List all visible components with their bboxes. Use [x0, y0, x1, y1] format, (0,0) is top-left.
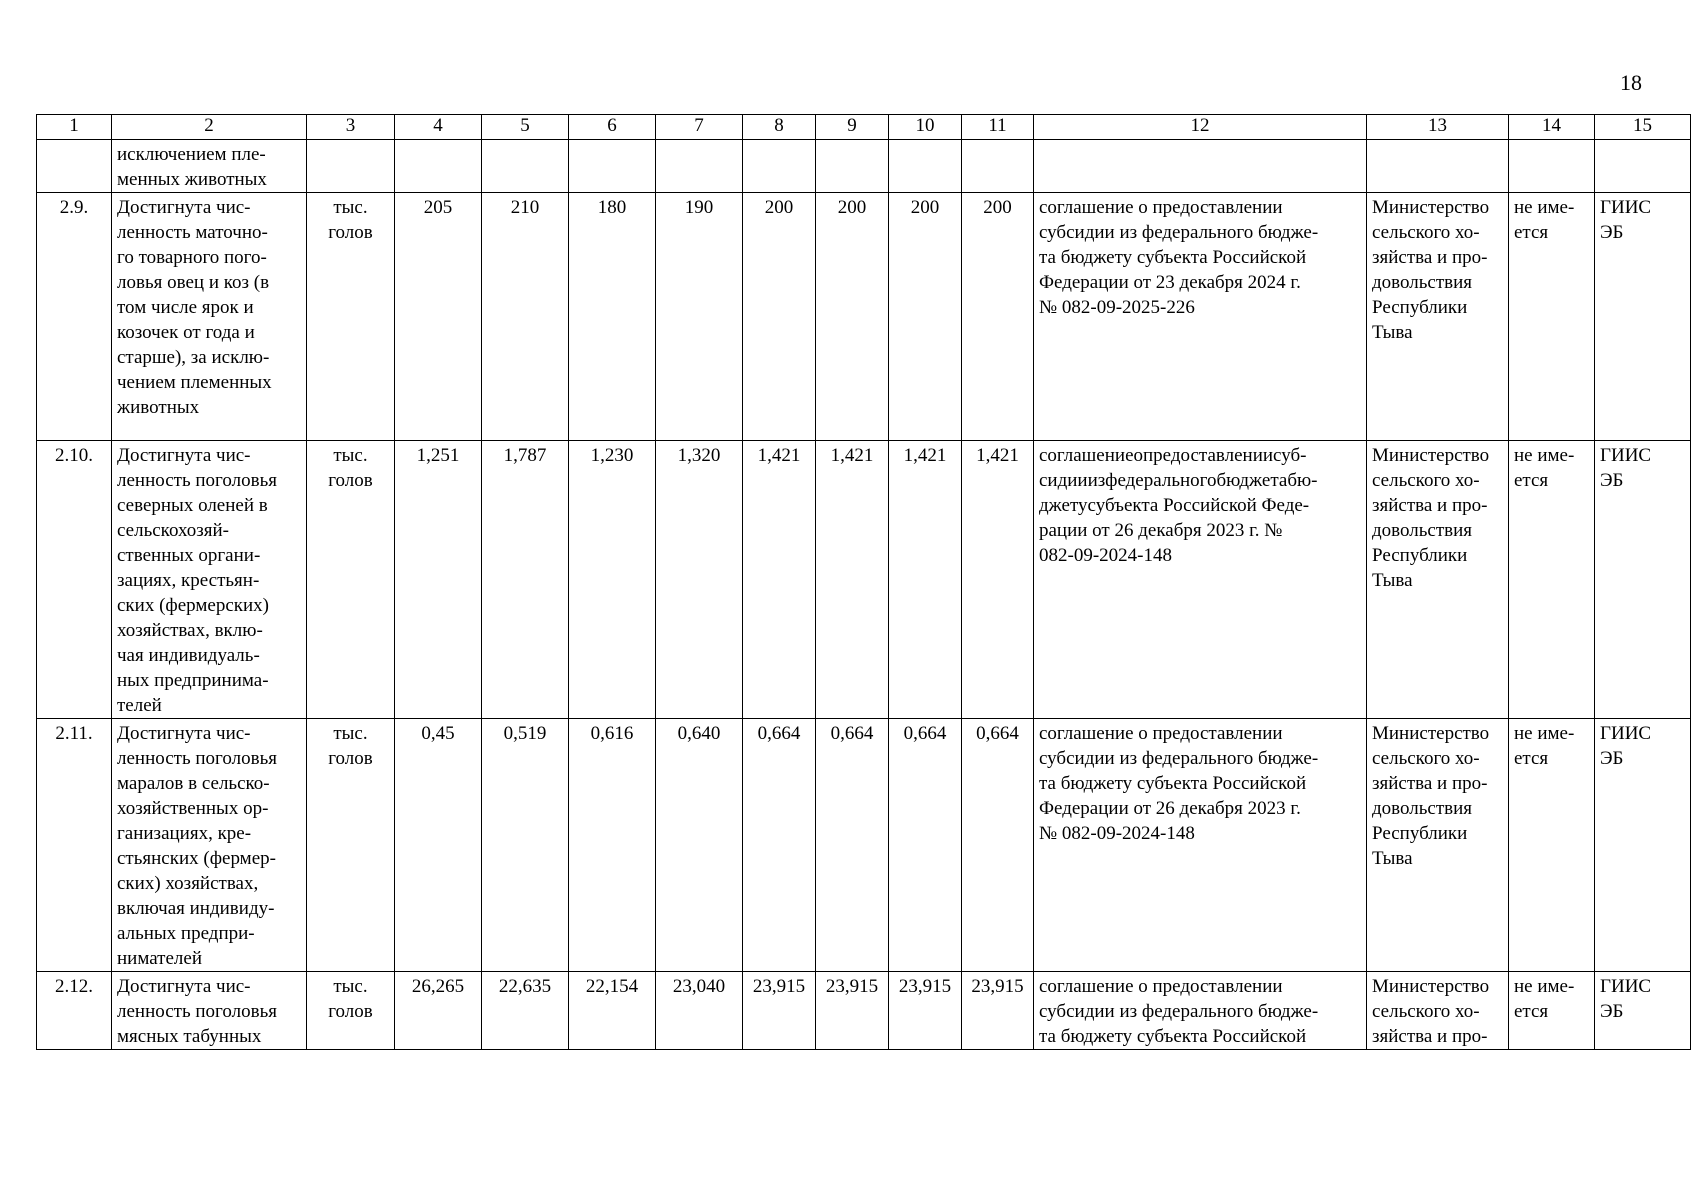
column-15-cell: ГИИС ЭБ	[1595, 193, 1691, 441]
column-header: 8	[743, 115, 816, 140]
indicator-name: Достигнута чис- ленность поголовья мясных табунных	[112, 972, 307, 1050]
value-cell: 200	[962, 193, 1034, 441]
responsible-body: Министерство сельского хо- зяйства и про- довольствия Республики Тыва	[1367, 441, 1509, 719]
row-number: 2.10.	[37, 441, 112, 719]
source-document: соглашение о предоставлении субсидии из федерального бюдже- та бюджету субъекта Российской	[1034, 972, 1367, 1050]
page-number: 18	[1620, 70, 1642, 95]
value-cell: 1,251	[395, 441, 482, 719]
column-14-cell: не име- ется	[1509, 719, 1595, 972]
unit: тыс. голов	[307, 441, 395, 719]
table-row	[37, 193, 1691, 441]
value-cell: 0,640	[656, 719, 743, 972]
value-cell: 22,635	[482, 972, 569, 1050]
table-row	[37, 719, 1691, 972]
column-header: 13	[1367, 115, 1509, 140]
value-cell: 22,154	[569, 972, 656, 1050]
unit: тыс. голов	[307, 972, 395, 1050]
column-header: 14	[1509, 115, 1595, 140]
value-cell: 23,915	[743, 972, 816, 1050]
indicator-name: Достигнута чис- ленность поголовья маралов в сельско- хозяйственных ор- ганизациях, кре- стьянских (фермер- ских) хозяйствах, включая индивиду- альных предпри- нимателей	[112, 719, 307, 972]
value-cell: 1,787	[482, 441, 569, 719]
column-header: 5	[482, 115, 569, 140]
column-14-cell: не име- ется	[1509, 441, 1595, 719]
responsible-body: Министерство сельского хо- зяйства и про- довольствия Республики Тыва	[1367, 719, 1509, 972]
indicator-name: Достигнута чис- ленность поголовья северных оленей в сельскохозяй- ственных органи- зациях, крестьян- ских (фермерских) хозяйствах, вклю- чая индивидуаль- ных предпринима- телей	[112, 441, 307, 719]
value-cell	[482, 140, 569, 193]
column-14-cell	[1509, 140, 1595, 193]
column-15-cell: ГИИС ЭБ	[1595, 719, 1691, 972]
value-cell: 1,421	[743, 441, 816, 719]
value-cell: 1,421	[962, 441, 1034, 719]
column-header: 7	[656, 115, 743, 140]
value-cell: 0,45	[395, 719, 482, 972]
column-header: 11	[962, 115, 1034, 140]
indicator-table	[36, 114, 1691, 1050]
column-15-cell: ГИИС ЭБ	[1595, 972, 1691, 1050]
table-row	[37, 972, 1691, 1050]
row-number: 2.11.	[37, 719, 112, 972]
value-cell: 26,265	[395, 972, 482, 1050]
value-cell: 0,664	[743, 719, 816, 972]
source-document: соглашение о предоставлении субсидии из федерального бюдже- та бюджету субъекта Российской Федерации от 23 декабря 2024 г. № 082-09-2025-226	[1034, 193, 1367, 441]
unit: тыс. голов	[307, 193, 395, 441]
column-15-cell: ГИИС ЭБ	[1595, 441, 1691, 719]
value-cell: 0,616	[569, 719, 656, 972]
indicator-name: Достигнута чис- ленность маточно- го товарного пого- ловья овец и коз (в том числе ярок и козочек от года и старше), за исклю- чением племенных животных	[112, 193, 307, 441]
value-cell: 0,664	[889, 719, 962, 972]
value-cell: 180	[569, 193, 656, 441]
value-cell: 0,664	[962, 719, 1034, 972]
value-cell	[889, 140, 962, 193]
column-header: 12	[1034, 115, 1367, 140]
value-cell: 205	[395, 193, 482, 441]
source-document: соглашениеопредоставлениисуб- сидииизфедеральногобюджетабю- джетусубъекта Российской Феде- рации от 26 декабря 2023 г. № 082-09-2024-148	[1034, 441, 1367, 719]
responsible-body: Министерство сельского хо- зяйства и про- довольствия Республики Тыва	[1367, 193, 1509, 441]
value-cell	[816, 140, 889, 193]
unit	[307, 140, 395, 193]
column-header: 1	[37, 115, 112, 140]
column-header: 4	[395, 115, 482, 140]
value-cell: 190	[656, 193, 743, 441]
value-cell: 23,040	[656, 972, 743, 1050]
row-number	[37, 140, 112, 193]
value-cell: 23,915	[816, 972, 889, 1050]
source-document: соглашение о предоставлении субсидии из федерального бюдже- та бюджету субъекта Российской Федерации от 26 декабря 2023 г. № 082-09-2024-148	[1034, 719, 1367, 972]
value-cell: 1,421	[889, 441, 962, 719]
value-cell: 0,664	[816, 719, 889, 972]
value-cell	[395, 140, 482, 193]
column-14-cell: не име- ется	[1509, 972, 1595, 1050]
column-header: 6	[569, 115, 656, 140]
value-cell	[962, 140, 1034, 193]
indicator-name: исключением пле- менных животных	[112, 140, 307, 193]
column-15-cell	[1595, 140, 1691, 193]
column-header: 3	[307, 115, 395, 140]
value-cell: 1,421	[816, 441, 889, 719]
source-document	[1034, 140, 1367, 193]
value-cell: 23,915	[889, 972, 962, 1050]
column-header: 2	[112, 115, 307, 140]
column-header: 15	[1595, 115, 1691, 140]
responsible-body	[1367, 140, 1509, 193]
header-row	[37, 115, 1691, 140]
row-number: 2.9.	[37, 193, 112, 441]
value-cell	[656, 140, 743, 193]
value-cell	[743, 140, 816, 193]
value-cell: 0,519	[482, 719, 569, 972]
value-cell: 23,915	[962, 972, 1034, 1050]
value-cell	[569, 140, 656, 193]
value-cell: 1,320	[656, 441, 743, 719]
unit: тыс. голов	[307, 719, 395, 972]
value-cell: 200	[889, 193, 962, 441]
table-row	[37, 140, 1691, 193]
responsible-body: Министерство сельского хо- зяйства и про-	[1367, 972, 1509, 1050]
value-cell: 200	[816, 193, 889, 441]
value-cell: 1,230	[569, 441, 656, 719]
value-cell: 210	[482, 193, 569, 441]
column-header: 10	[889, 115, 962, 140]
row-number: 2.12.	[37, 972, 112, 1050]
value-cell: 200	[743, 193, 816, 441]
table-row	[37, 441, 1691, 719]
column-header: 9	[816, 115, 889, 140]
column-14-cell: не име- ется	[1509, 193, 1595, 441]
